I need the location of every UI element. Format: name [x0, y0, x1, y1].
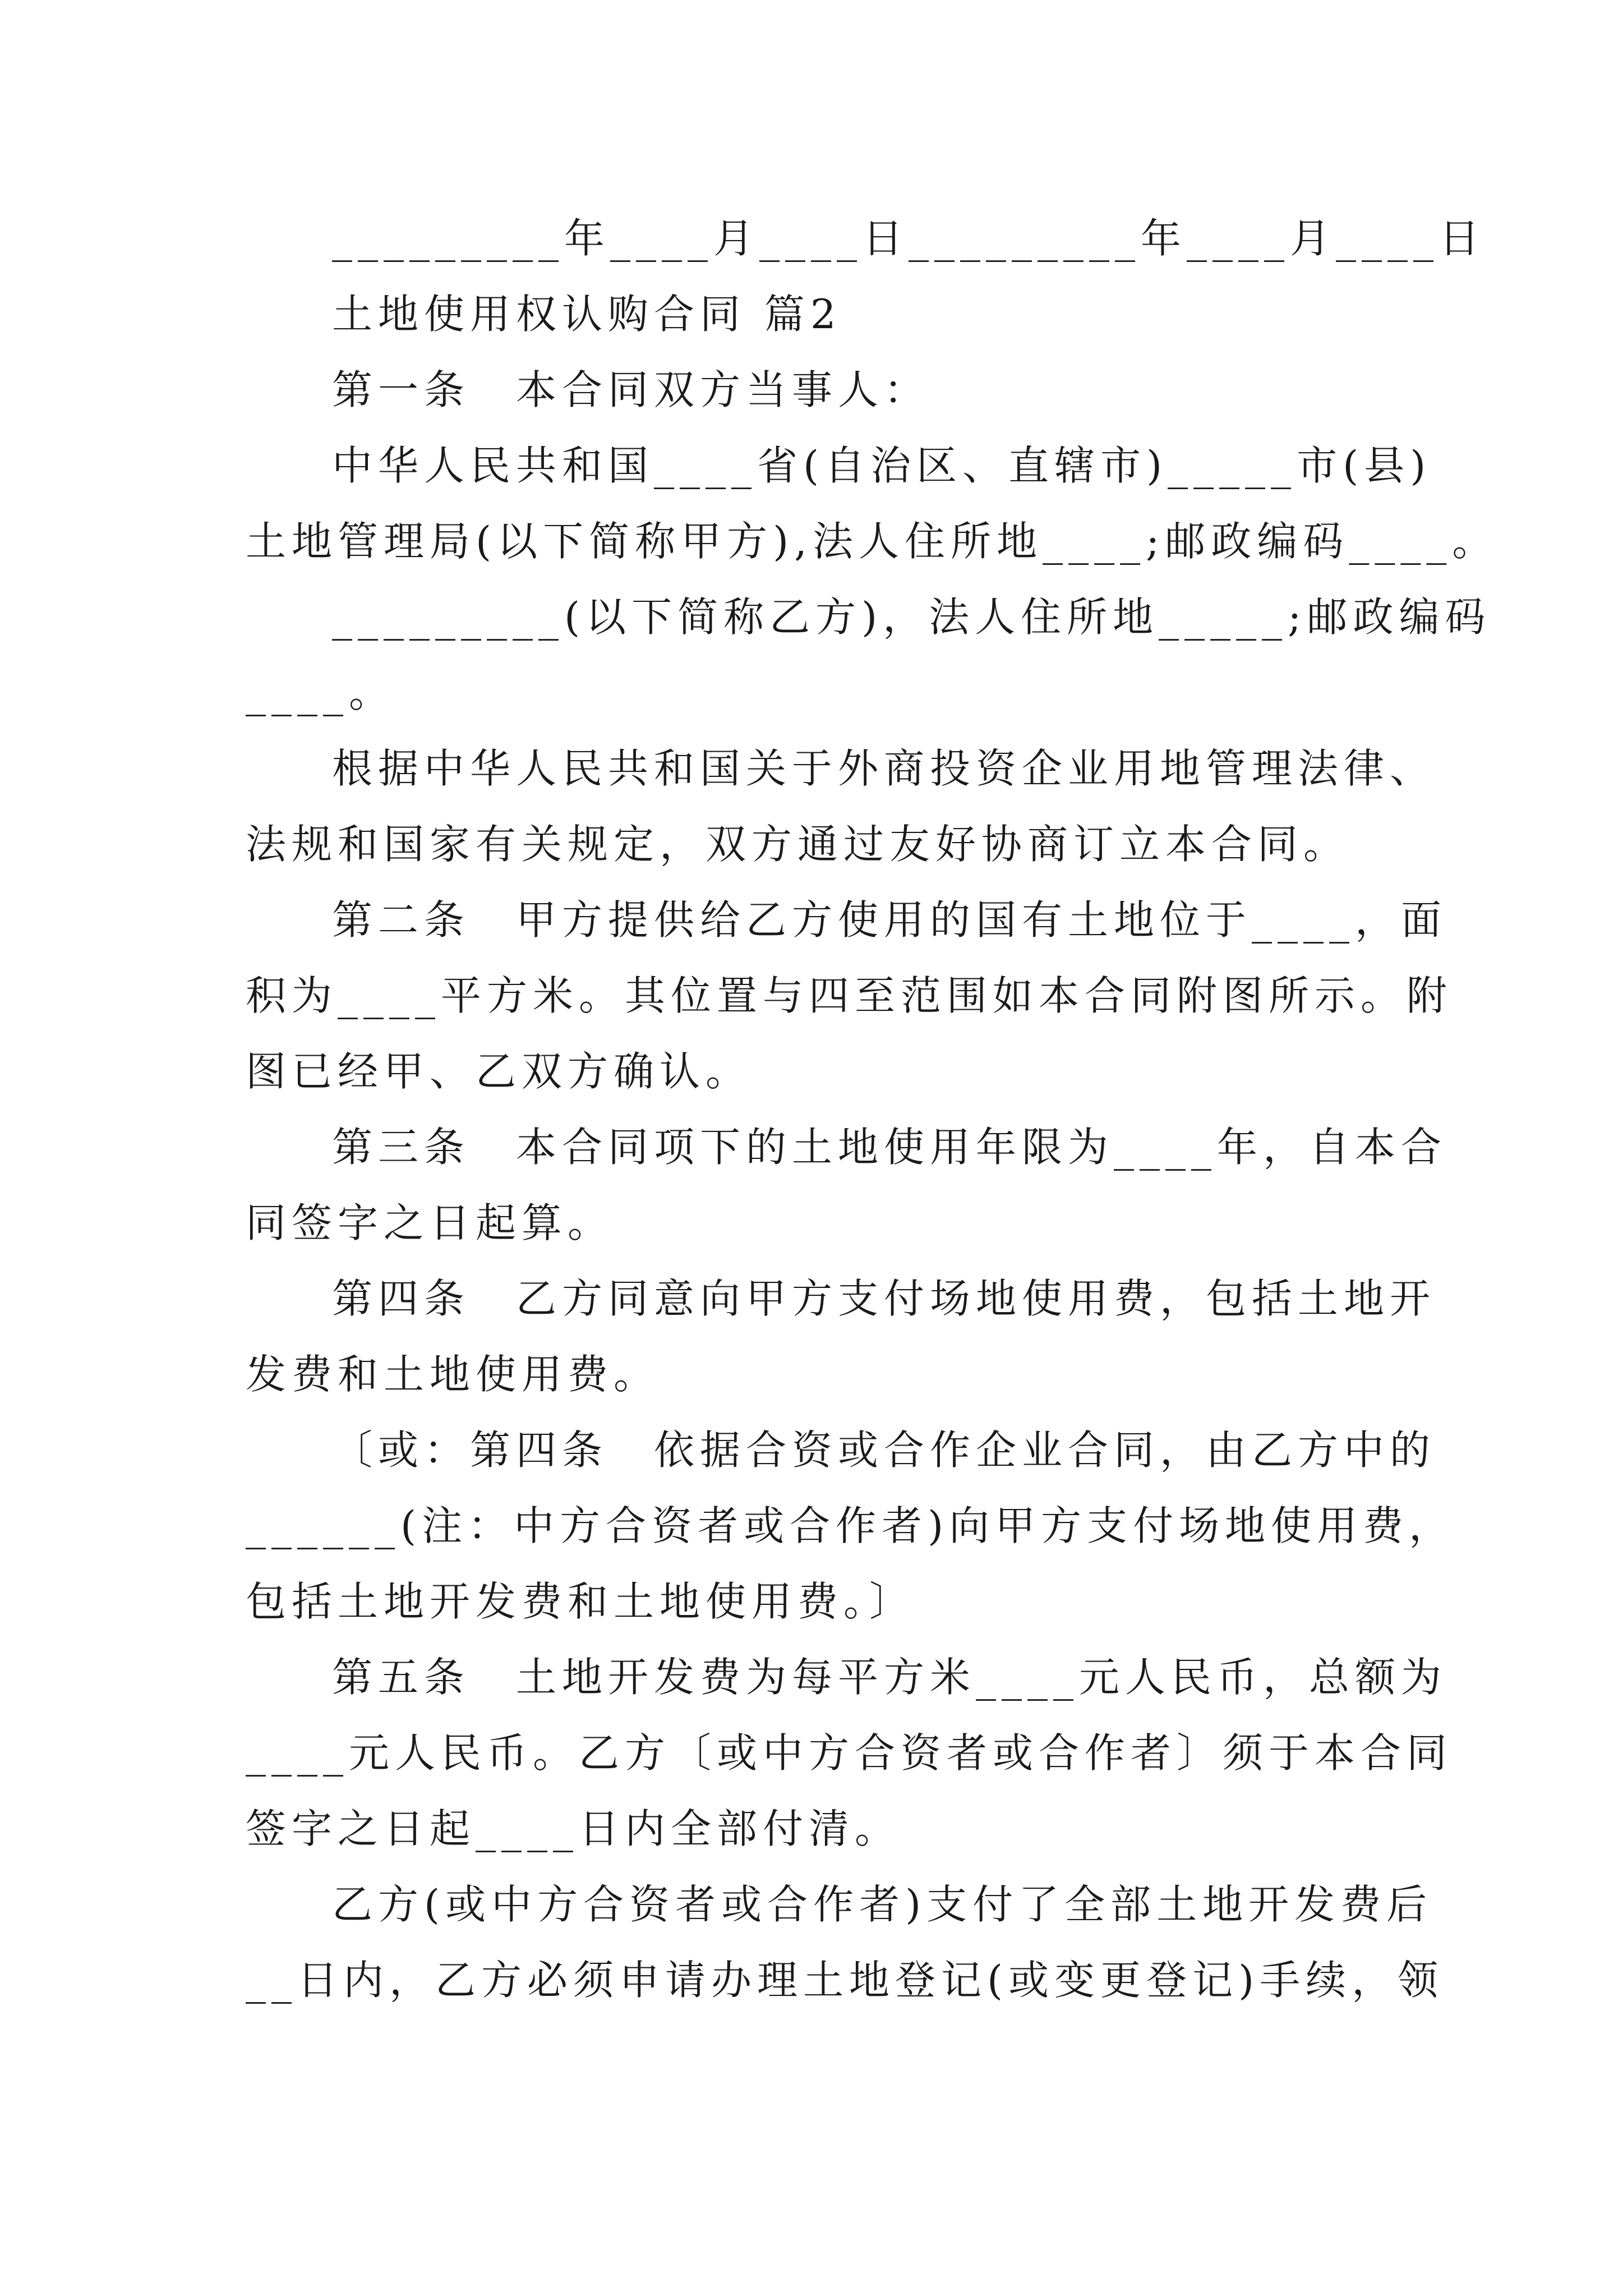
article-5-para-2-line-1: 乙方(或中方合资者或合作者)支付了全部土地开发费后: [332, 1881, 1433, 1928]
article-3-line-1: 第三条 本合同项下的土地使用年限为____年，自本合: [332, 1124, 1447, 1171]
date-signature-line: _________年____月____日_________年____月____日: [332, 215, 1485, 262]
party-b-line-1: _________(以下简称乙方)，法人住所地_____;邮政编码: [332, 593, 1491, 641]
article-3-line-2: 同签字之日起算。: [246, 1199, 614, 1246]
article-1-heading: 第一条 本合同双方当事人：: [332, 366, 930, 413]
article-4-alt-line-1: 〔或：第四条 依据合资或合作企业合同，由乙方中的: [332, 1427, 1436, 1474]
article-2-line-3: 图已经甲、乙双方确认。: [246, 1048, 752, 1095]
article-4-alt-line-3: 包括土地开发费和土地使用费。〕: [246, 1578, 916, 1625]
contract-title: 土地使用权认购合同 篇2: [332, 291, 842, 338]
party-a-line-2: 土地管理局(以下简称甲方),法人住所地____;邮政编码____。: [246, 518, 1498, 565]
party-a-line-1: 中华人民共和国____省(自治区、直辖市)_____市(县): [332, 442, 1432, 489]
article-2-line-2: 积为____平方米。其位置与四至范围如本合同附图所示。附: [246, 972, 1453, 1019]
article-2-line-1: 第二条 甲方提供给乙方使用的国有土地位于____，面: [332, 896, 1447, 944]
article-4-line-2: 发费和土地使用费。: [246, 1351, 660, 1398]
article-5-para-2-line-2: __日内，乙方必须申请办理土地登记(或变更登记)手续，领: [246, 1957, 1444, 2004]
article-4-alt-line-2: ______(注：中方合资者或合作者)向甲方支付场地使用费，: [246, 1502, 1455, 1549]
article-5-line-2: ____元人民币。乙方〔或中方合资者或合作者〕须于本合同: [246, 1729, 1453, 1777]
preamble-line-1: 根据中华人民共和国关于外商投资企业用地管理法律、: [332, 745, 1436, 792]
article-5-line-3: 签字之日起____日内全部付清。: [246, 1805, 901, 1852]
article-5-line-1: 第五条 土地开发费为每平方米____元人民币，总额为: [332, 1654, 1447, 1701]
article-4-line-1: 第四条 乙方同意向甲方支付场地使用费，包括土地开: [332, 1275, 1436, 1322]
preamble-line-2: 法规和国家有关规定，双方通过友好协商订立本合同。: [246, 821, 1350, 868]
party-b-line-2: ____。: [246, 669, 395, 716]
